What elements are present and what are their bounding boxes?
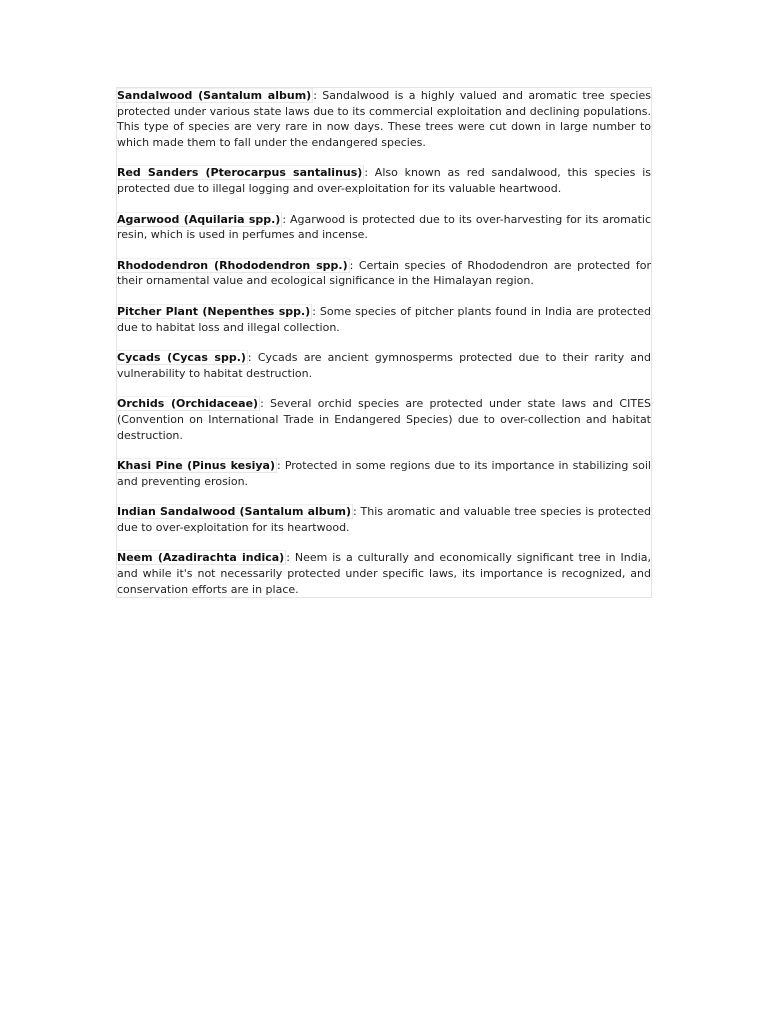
entry-description: : Neem is a culturally and economically significant tree in India, and while it's not necessarily protected under specific laws, its importance is recognized, and conservation efforts are in place. (117, 551, 651, 596)
entry-term: Neem (Azadirachta indica) (117, 551, 285, 565)
entry-rhododendron (117, 258, 651, 289)
entry-description: : Certain species of Rhododendron are protected for their ornamental value and ecological significance in the Himalayan region. (117, 258, 651, 288)
entry-description: : Several orchid species are protected under state laws and CITES (Convention on International Trade in Endangered Species) due to over-collection and habitat destruction. (117, 397, 651, 442)
entry-term: Khasi Pine (Pinus kesiya) (117, 459, 276, 473)
entry-term: Cycads (Cycas spp.) (117, 351, 246, 365)
entry-term: Sandalwood (Santalum album) (117, 89, 312, 102)
entry-term: Red Sanders (Pterocarpus santalinus) (117, 166, 363, 180)
entry-description: : Protected in some regions due to its importance in stabilizing soil and preventing erosion. (117, 459, 651, 488)
entry-description: : Sandalwood is a highly valued and aromatic tree species protected under various state laws due to its commercial exploitation and declining populations. This type of species are very rare in now days. These trees were cut down in large number to which made them to fall under the endangered species. (117, 89, 651, 149)
entry-description: : Cycads are ancient gymnosperms protected due to their rarity and vulnerability to habitat destruction. (117, 351, 651, 380)
entry-term: Agarwood (Aquilaria spp.) (117, 212, 281, 226)
entry-khasi-pine (117, 458, 651, 489)
entry-red-sanders (117, 165, 651, 196)
entry-term: Orchids (Orchidaceae) (117, 397, 259, 411)
entry-description: : Also known as red sandalwood, this species is protected due to illegal logging and over-exploitation for its valuable heartwood. (117, 166, 651, 195)
entry-indian-sandalwood (117, 504, 651, 535)
entry-description: : This aromatic and valuable tree species is protected due to over-exploitation for its heartwood. (117, 505, 651, 534)
entry-agarwood (117, 212, 651, 243)
entry-orchids (117, 396, 651, 443)
entry-neem (117, 550, 651, 597)
entry-term: Pitcher Plant (Nepenthes spp.) (117, 304, 311, 318)
entry-cycads (117, 350, 651, 381)
entry-pitcher-plant (117, 304, 651, 335)
entry-term: Rhododendron (Rhododendron spp.) (117, 258, 348, 272)
entry-term: Indian Sandalwood (Santalum album) (117, 505, 351, 519)
entry-sandalwood (117, 88, 651, 150)
entry-description: : Some species of pitcher plants found in India are protected due to habitat loss and illegal collection. (117, 304, 651, 334)
entry-description: : Agarwood is protected due to its over-harvesting for its aromatic resin, which is used in perfumes and incense. (117, 212, 651, 242)
protected-species-list (116, 87, 652, 598)
